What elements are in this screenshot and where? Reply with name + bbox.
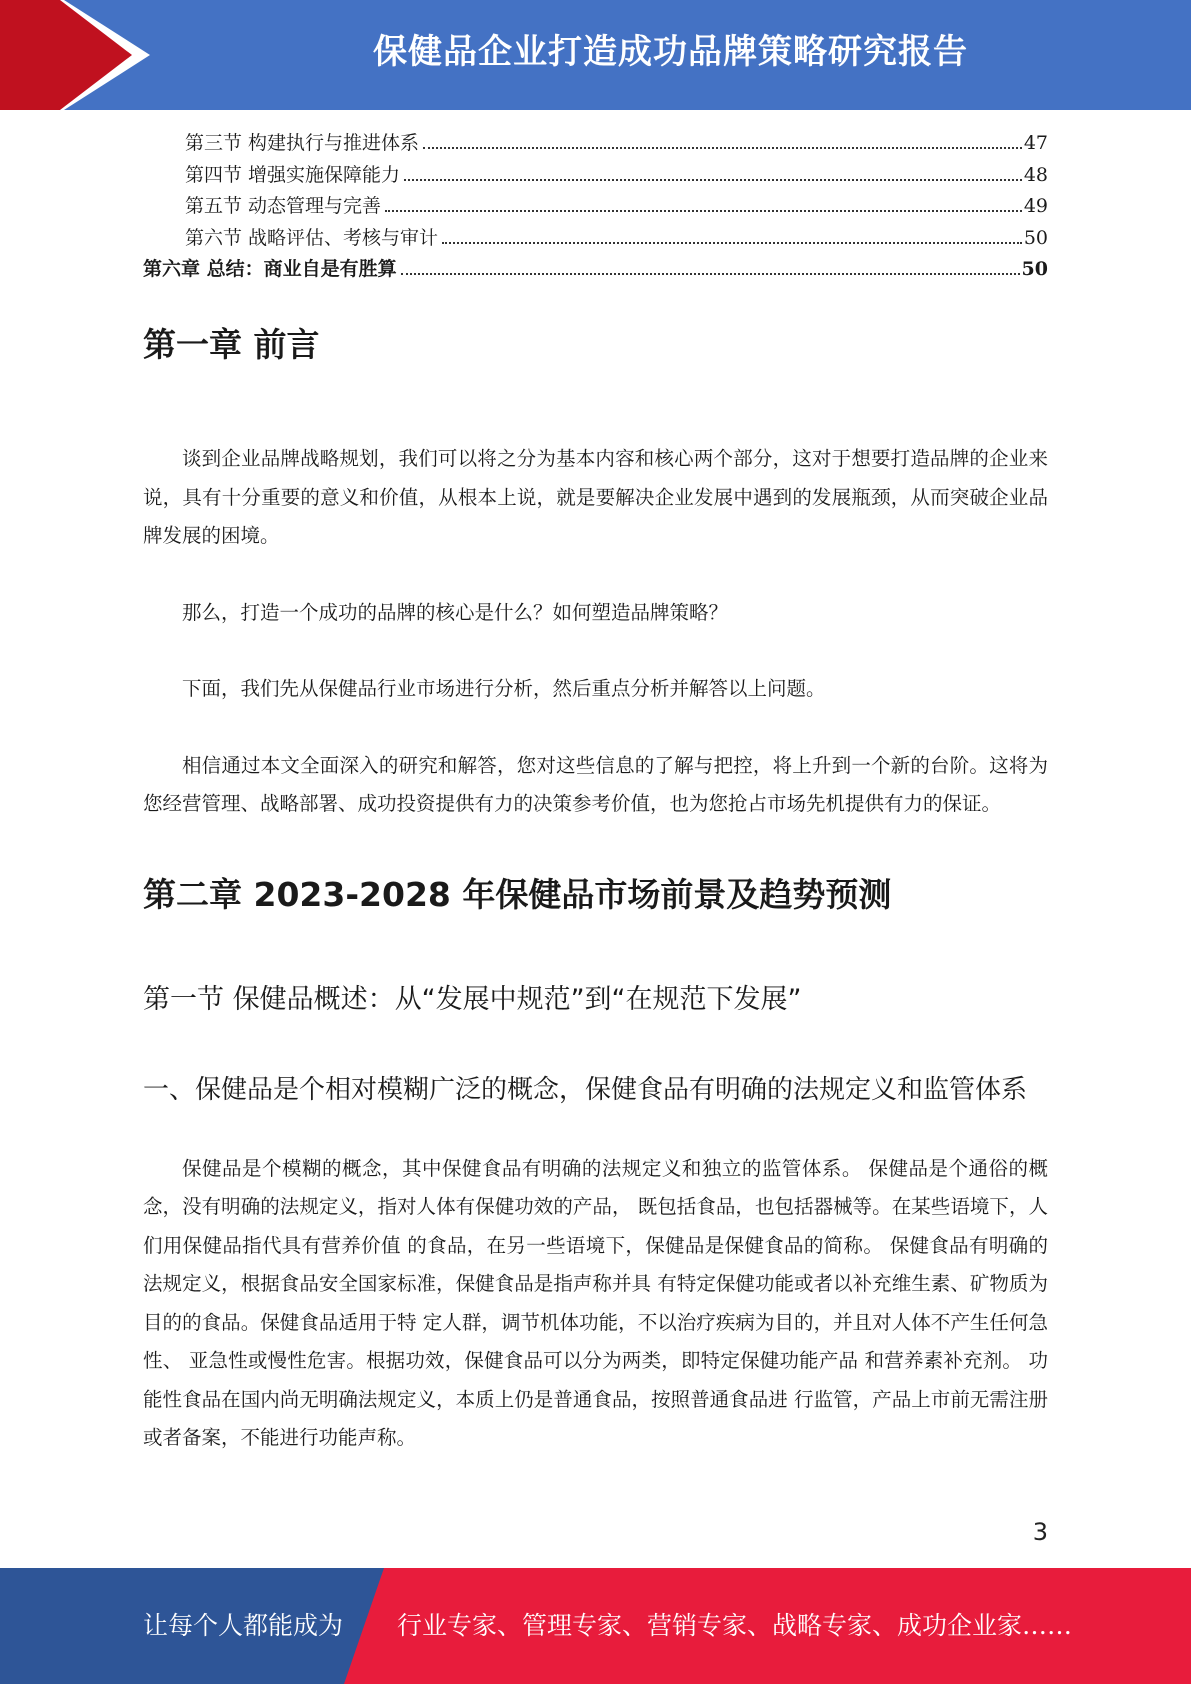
toc-entry-title: 第五节 动态管理与完善 xyxy=(185,195,382,217)
toc-entry-page: 48 xyxy=(1023,163,1048,186)
toc-entry[interactable] xyxy=(143,223,1048,255)
subsection-heading: 一、保健品是个相对模糊广泛的概念，保健食品有明确的法规定义和监管体系 xyxy=(143,1074,1028,1105)
toc-dot-leader xyxy=(423,146,1022,149)
toc-dot-leader xyxy=(442,241,1022,244)
toc-entry-chapter[interactable] xyxy=(143,254,1048,286)
toc-entry-page: 47 xyxy=(1023,132,1048,154)
document-title: 保健品企业打造成功品牌策略研究报告 xyxy=(373,32,968,72)
toc-entry-title: 第四节 增强实施保障能力 xyxy=(185,163,401,186)
paragraph: 相信通过本文全面深入的研究和解答，您对这些信息的了解与把控，将上升到一个新的台阶。这将为您经营管理、战略部署、成功投资提供有力的决策参考价值，也为您抢占市场先机提供有力的保证。 xyxy=(143,753,1048,815)
chapter-1-heading: 第一章 前言 xyxy=(143,325,320,364)
toc-dot-leader xyxy=(404,178,1022,181)
toc-dot-leader xyxy=(385,209,1022,212)
toc-entry-page: 50 xyxy=(1021,258,1048,280)
toc-entry[interactable] xyxy=(143,160,1048,192)
main-content xyxy=(143,320,1048,1458)
paragraph: 保健品是个模糊的概念，其中保健食品有明确的法规定义和独立的监管体系。 保健品是个通俗的概念，没有明确的法规定义，指对人体有保健功效的产品， 既包括食品，也包括器械等。在某些语境下，人们用保健品指代具有营养价值 的食品，在另一些语境下，保健品是保健食品的简称。 保健食品有明确的法规定义，根据食品安全国家标准，保健食品是指声称并具 有特定保健功能或者以补充维生素、矿物质为目的的食品。保健食品适用于特 定人群，调节机体功能，不以治疗疾病为目的，并且对人体不产生任何急性、 亚急性或慢性危害。根据功效，保健食品可以分为两类，即特定保健功能产品 和营养素补充剂。 功能性食品在国内尚无明确法规定义，本质上仍是普通食品，按照普通食品进 行监管，产品上市前无需注册或者备案，不能进行功能声称。 xyxy=(143,1156,1048,1449)
table-of-contents xyxy=(143,128,1048,286)
paragraph: 下面，我们先从保健品行业市场进行分析，然后重点分析并解答以上问题。 xyxy=(182,677,826,700)
toc-entry-title: 第六节 战略评估、考核与审计 xyxy=(185,226,439,249)
footer-slogan-right: 行业专家、管理专家、营销专家、战略专家、成功企业家…… xyxy=(397,1611,1073,1640)
toc-entry-page: 50 xyxy=(1023,226,1048,249)
toc-entry[interactable] xyxy=(143,191,1048,223)
toc-entry-page: 49 xyxy=(1023,195,1048,217)
toc-entry[interactable] xyxy=(143,128,1048,160)
toc-dot-leader xyxy=(401,272,1020,275)
paragraph: 谈到企业品牌战略规划，我们可以将之分为基本内容和核心两个部分，这对于想要打造品牌的企业来说，具有十分重要的意义和价值，从根本上说，就是要解决企业发展中遇到的发展瓶颈，从而突破企业品牌发展的困境。 xyxy=(143,447,1048,547)
footer-banner xyxy=(0,1568,1191,1684)
chapter-2-heading: 第二章 2023-2028 年保健品市场前景及趋势预测 xyxy=(143,874,892,914)
paragraph: 那么，打造一个成功的品牌的核心是什么？如何塑造品牌策略？ xyxy=(182,600,729,624)
toc-entry-title: 第三节 构建执行与推进体系 xyxy=(185,132,420,154)
page-number: 3 xyxy=(1032,1518,1048,1546)
toc-entry-title: 第六章 总结：商业自是有胜算 xyxy=(143,258,397,280)
footer-slogan-left: 让每个人都能成为 xyxy=(143,1611,344,1640)
section-heading: 第一节 保健品概述：从“发展中规范”到“在规范下发展” xyxy=(143,983,802,1015)
red-arrow-icon xyxy=(0,0,150,110)
header-banner xyxy=(0,0,1191,110)
